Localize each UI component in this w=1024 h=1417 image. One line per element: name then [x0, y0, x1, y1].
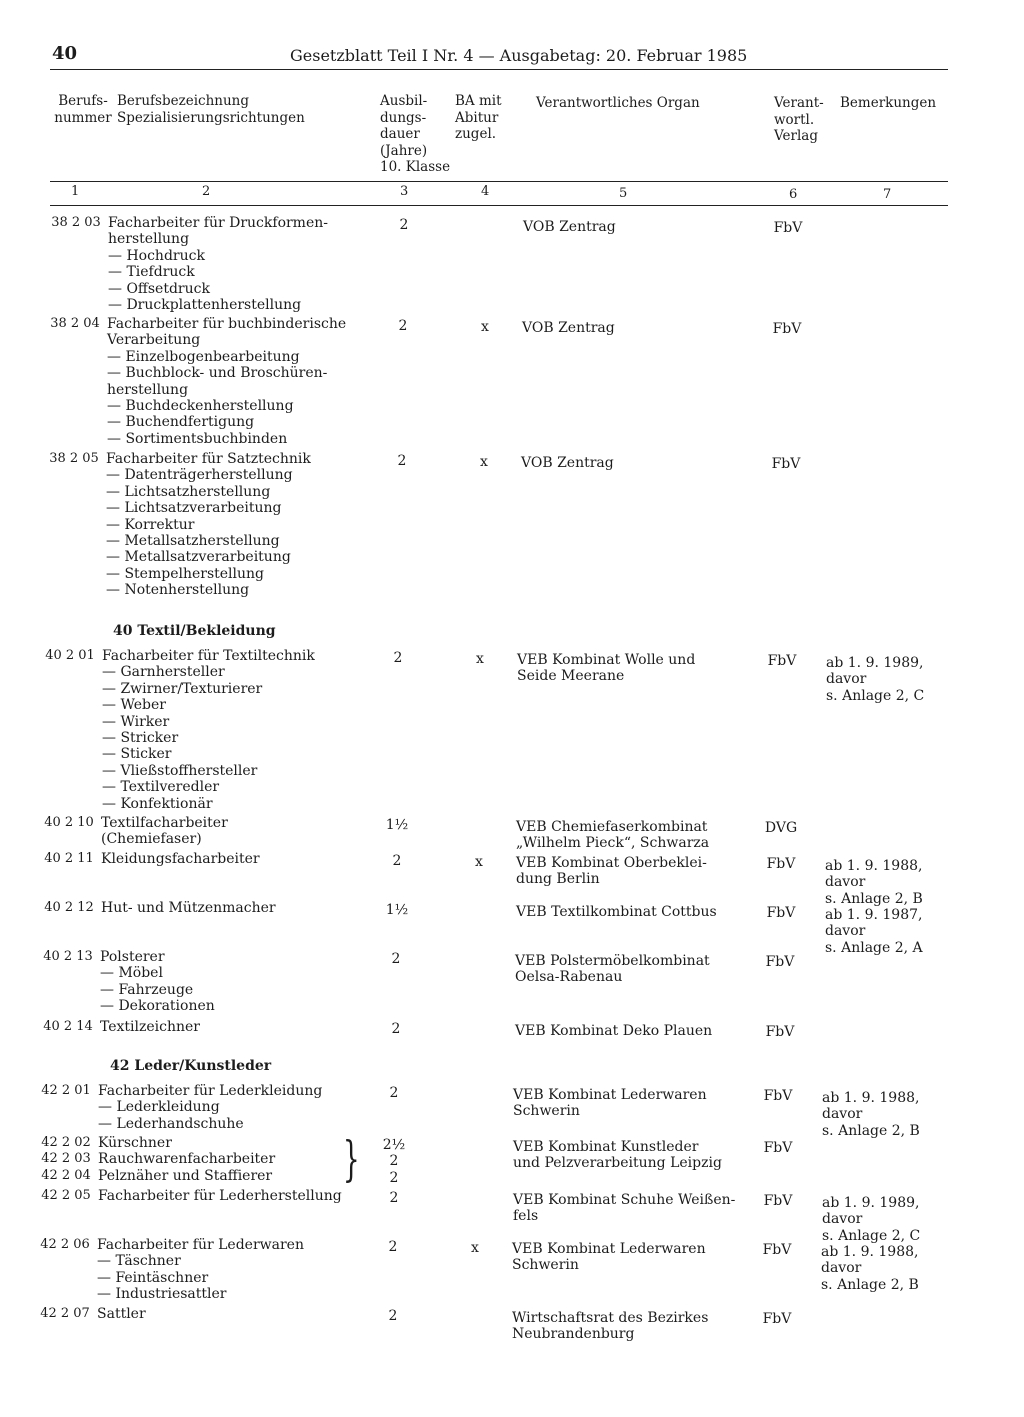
specialization-item: — Zwirner/Texturierer	[102, 681, 367, 697]
responsible-organ: VEB Textilkombinat Cottbus	[516, 904, 717, 920]
occupation-number: 42 2 02 42 2 03 42 2 04	[41, 1135, 91, 1183]
occupation-title-cell	[100, 949, 365, 1015]
specialization-item: — Buchendfertigung	[107, 414, 372, 430]
remarks: ab 1. 9. 1988, davor s. Anlage 2, B	[822, 1090, 920, 1139]
occupation-number: 40 2 10	[44, 815, 94, 830]
occupation-title-cell	[98, 1131, 363, 1187]
occupation-number: 42 2 01	[41, 1083, 91, 1098]
occupation-title-cell	[97, 1237, 362, 1303]
training-duration: 2	[389, 1190, 399, 1206]
remarks: ab 1. 9. 1989, davor s. Anlage 2, C	[826, 655, 925, 704]
header-col-2: Berufsbezeichnung Spezialisierungsrichtungen	[117, 93, 305, 126]
occupation-title-cell	[101, 851, 366, 867]
specialization-item: — Lederhandschuhe	[98, 1116, 363, 1132]
responsible-publisher: FbV	[763, 1140, 793, 1156]
column-number-rule	[50, 205, 948, 206]
responsible-organ: VEB Chemiefaserkombinat „Wilhelm Pieck“, Schwarza	[516, 819, 710, 852]
training-duration: 2	[399, 217, 409, 233]
training-duration: 2	[388, 1308, 398, 1324]
training-duration: 2	[389, 1085, 399, 1101]
remarks: ab 1. 9. 1988, davor s. Anlage 2, B	[825, 858, 923, 907]
occupation-number: 40 2 01	[45, 648, 95, 663]
training-duration: 2	[393, 650, 403, 666]
header-col-5: Verantwortliches Organ	[536, 95, 700, 111]
specialization-item: — Datenträgerherstellung	[106, 467, 371, 483]
col-number-4: 4	[481, 184, 490, 199]
specialization-item: — Industriesattler	[97, 1286, 362, 1302]
specialization-item: — Stempelherstellung	[106, 566, 371, 582]
section-heading: 40 Textil/Bekleidung	[113, 623, 276, 639]
specialization-item: — Korrektur	[106, 517, 371, 533]
specialization-item: — Notenherstellung	[106, 582, 371, 598]
specialization-item: — Sticker	[102, 746, 367, 762]
occupation-title: Facharbeiter für Druckformen- herstellung	[108, 215, 328, 248]
header-col-6: Verant- wortl. Verlag	[774, 95, 824, 144]
col-number-6: 6	[789, 187, 798, 202]
occupation-title-cell	[107, 316, 372, 447]
occupation-title: Polsterer	[100, 949, 165, 965]
responsible-publisher: DVG	[764, 820, 798, 836]
specialization-item: — Garnhersteller	[102, 664, 367, 680]
specialization-item: — Wirker	[102, 714, 367, 730]
specialization-item: — Offsetdruck	[108, 281, 373, 297]
occupation-title-cell	[108, 215, 373, 313]
col-number-2: 2	[202, 184, 211, 199]
occupation-title-cell	[106, 451, 371, 599]
responsible-organ: VEB Kombinat Kunstleder und Pelzverarbeitung Leipzig	[513, 1139, 722, 1172]
specialization-item: — Feintäschner	[97, 1270, 362, 1286]
training-duration: 2	[391, 951, 401, 967]
training-duration: 2	[392, 853, 402, 869]
remarks: ab 1. 9. 1987, davor s. Anlage 2, A	[825, 907, 923, 956]
responsible-publisher: FbV	[771, 456, 801, 472]
specialization-item: — Lichtsatzverarbeitung	[106, 500, 371, 516]
occupation-title: Facharbeiter für Textiltechnik	[102, 648, 315, 664]
occupation-title: Facharbeiter für Satztechnik	[106, 451, 311, 467]
responsible-organ: VEB Kombinat Schuhe Weißen- fels	[513, 1192, 736, 1225]
header-rule	[50, 181, 948, 182]
specialization-item: — Metallsatzherstellung	[106, 533, 371, 549]
col-number-1: 1	[71, 184, 80, 199]
training-duration: 2	[398, 318, 408, 334]
specialization-item: — Lederkleidung	[98, 1099, 363, 1115]
responsible-organ: VEB Kombinat Lederwaren Schwerin	[513, 1087, 707, 1120]
responsible-publisher: FbV	[765, 954, 795, 970]
occupation-title: Facharbeiter für buchbinderische Verarbeitung	[107, 316, 347, 349]
occupation-title: Facharbeiter für Lederherstellung	[98, 1188, 342, 1204]
occupation-number: 38 2 03	[51, 215, 101, 230]
abitur-flag: x	[481, 319, 489, 335]
page-number: 40	[52, 43, 78, 64]
abitur-flag: x	[480, 454, 488, 470]
col-number-7: 7	[883, 187, 892, 202]
responsible-organ: VEB Kombinat Oberbeklei- dung Berlin	[516, 855, 707, 888]
responsible-organ: VEB Kombinat Deko Plauen	[515, 1023, 713, 1039]
specialization-item: — Dekorationen	[100, 998, 365, 1014]
occupation-title: Kleidungsfacharbeiter	[101, 851, 260, 867]
section-heading: 42 Leder/Kunstleder	[110, 1058, 272, 1074]
specialization-item: — Druckplattenherstellung	[108, 297, 373, 313]
specialization-item: — Stricker	[102, 730, 367, 746]
specialization-item: — Buchdeckenherstellung	[107, 398, 372, 414]
specialization-item: — Fahrzeuge	[100, 982, 365, 998]
specialization-item: — Konfektionär	[102, 796, 367, 812]
specialization-item: — Möbel	[100, 965, 365, 981]
responsible-organ: VOB Zentrag	[522, 320, 615, 336]
occupation-title-cell	[101, 815, 366, 848]
occupation-title: Sattler	[97, 1306, 146, 1322]
remarks: ab 1. 9. 1988, davor s. Anlage 2, B	[821, 1244, 919, 1293]
specialization-item: — Tiefdruck	[108, 264, 373, 280]
specialization-item: — Lichtsatzherstellung	[106, 484, 371, 500]
responsible-organ: VEB Polstermöbelkombinat Oelsa-Rabenau	[515, 953, 710, 986]
occupation-number: 38 2 04	[50, 316, 100, 331]
responsible-publisher: FbV	[767, 653, 797, 669]
occupation-number: 42 2 07	[40, 1306, 90, 1321]
occupation-title: Textilzeichner	[100, 1019, 201, 1035]
occupation-title: Hut- und Mützenmacher	[101, 900, 276, 916]
responsible-publisher: FbV	[762, 1242, 792, 1258]
occupation-title-cell	[100, 1019, 365, 1035]
responsible-organ: VEB Kombinat Wolle und Seide Meerane	[517, 652, 696, 685]
running-head: Gesetzblatt Teil I Nr. 4 — Ausgabetag: 20. Februar 1985	[290, 46, 748, 65]
occupation-title-cell	[102, 648, 367, 812]
occupation-title: Textilfacharbeiter (Chemiefaser)	[101, 815, 228, 848]
occupation-number: 40 2 11	[44, 851, 94, 866]
occupation-title: Facharbeiter für Lederkleidung	[98, 1083, 323, 1099]
occupation-title-cell	[97, 1306, 362, 1322]
occupation-title-cell	[98, 1188, 363, 1204]
grouping-brace: }	[342, 1131, 360, 1187]
responsible-organ: VEB Kombinat Lederwaren Schwerin	[512, 1241, 706, 1274]
specialization-item: — Einzelbogenbearbeitung	[107, 349, 372, 365]
training-duration: 2	[391, 1021, 401, 1037]
remarks: ab 1. 9. 1989, davor s. Anlage 2, C	[822, 1195, 921, 1244]
specialization-item: — Sortimentsbuchbinden	[107, 431, 372, 447]
occupation-title: Facharbeiter für Lederwaren	[97, 1237, 304, 1253]
col-number-3: 3	[400, 184, 409, 199]
training-duration: 2	[388, 1239, 398, 1255]
occupation-number: 40 2 13	[43, 949, 93, 964]
training-duration: 1½	[385, 817, 409, 833]
training-duration: 1½	[385, 902, 409, 918]
specialization-item: — Textilveredler	[102, 779, 367, 795]
responsible-publisher: FbV	[763, 1088, 793, 1104]
top-rule	[50, 69, 948, 70]
abitur-flag: x	[476, 651, 484, 667]
training-duration: 2	[397, 453, 407, 469]
responsible-organ: Wirtschaftsrat des Bezirkes Neubrandenburg	[512, 1310, 709, 1343]
occupation-title: Kürschner Rauchwarenfacharbeiter Pelznäher und Staffierer	[98, 1135, 276, 1184]
responsible-organ: VOB Zentrag	[521, 455, 614, 471]
header-col-4: BA mit Abitur zugel.	[455, 93, 502, 142]
abitur-flag: x	[471, 1240, 479, 1256]
responsible-publisher: FbV	[765, 1024, 795, 1040]
specialization-item: — Täschner	[97, 1253, 362, 1269]
specialization-item: — Hochdruck	[108, 248, 373, 264]
occupation-number: 40 2 12	[44, 900, 94, 915]
occupation-title-cell	[98, 1083, 363, 1132]
occupation-number: 42 2 05	[41, 1188, 91, 1203]
specialization-item: — Weber	[102, 697, 367, 713]
specialization-item: — Buchblock- und Broschüren- herstellung	[107, 365, 372, 398]
responsible-publisher: FbV	[766, 856, 796, 872]
occupation-number: 40 2 14	[43, 1019, 93, 1034]
header-col-3: Ausbil- dungs- dauer (Jahre) 10. Klasse	[380, 93, 451, 175]
occupation-number: 38 2 05	[49, 451, 99, 466]
occupation-number: 42 2 06	[40, 1237, 90, 1252]
training-duration: 2½ 2 2	[382, 1137, 406, 1186]
abitur-flag: x	[475, 854, 483, 870]
header-col-1: Berufs- nummer	[54, 93, 112, 126]
responsible-publisher: FbV	[762, 1311, 792, 1327]
responsible-publisher: FbV	[773, 220, 803, 236]
responsible-publisher: FbV	[766, 905, 796, 921]
header-col-7: Bemerkungen	[840, 95, 937, 111]
occupation-title-cell	[101, 900, 366, 916]
responsible-publisher: FbV	[763, 1193, 793, 1209]
specialization-item: — Metallsatzverarbeitung	[106, 549, 371, 565]
responsible-publisher: FbV	[772, 321, 802, 337]
responsible-organ: VOB Zentrag	[523, 219, 616, 235]
col-number-5: 5	[619, 186, 628, 201]
specialization-item: — Vließstoffhersteller	[102, 763, 367, 779]
